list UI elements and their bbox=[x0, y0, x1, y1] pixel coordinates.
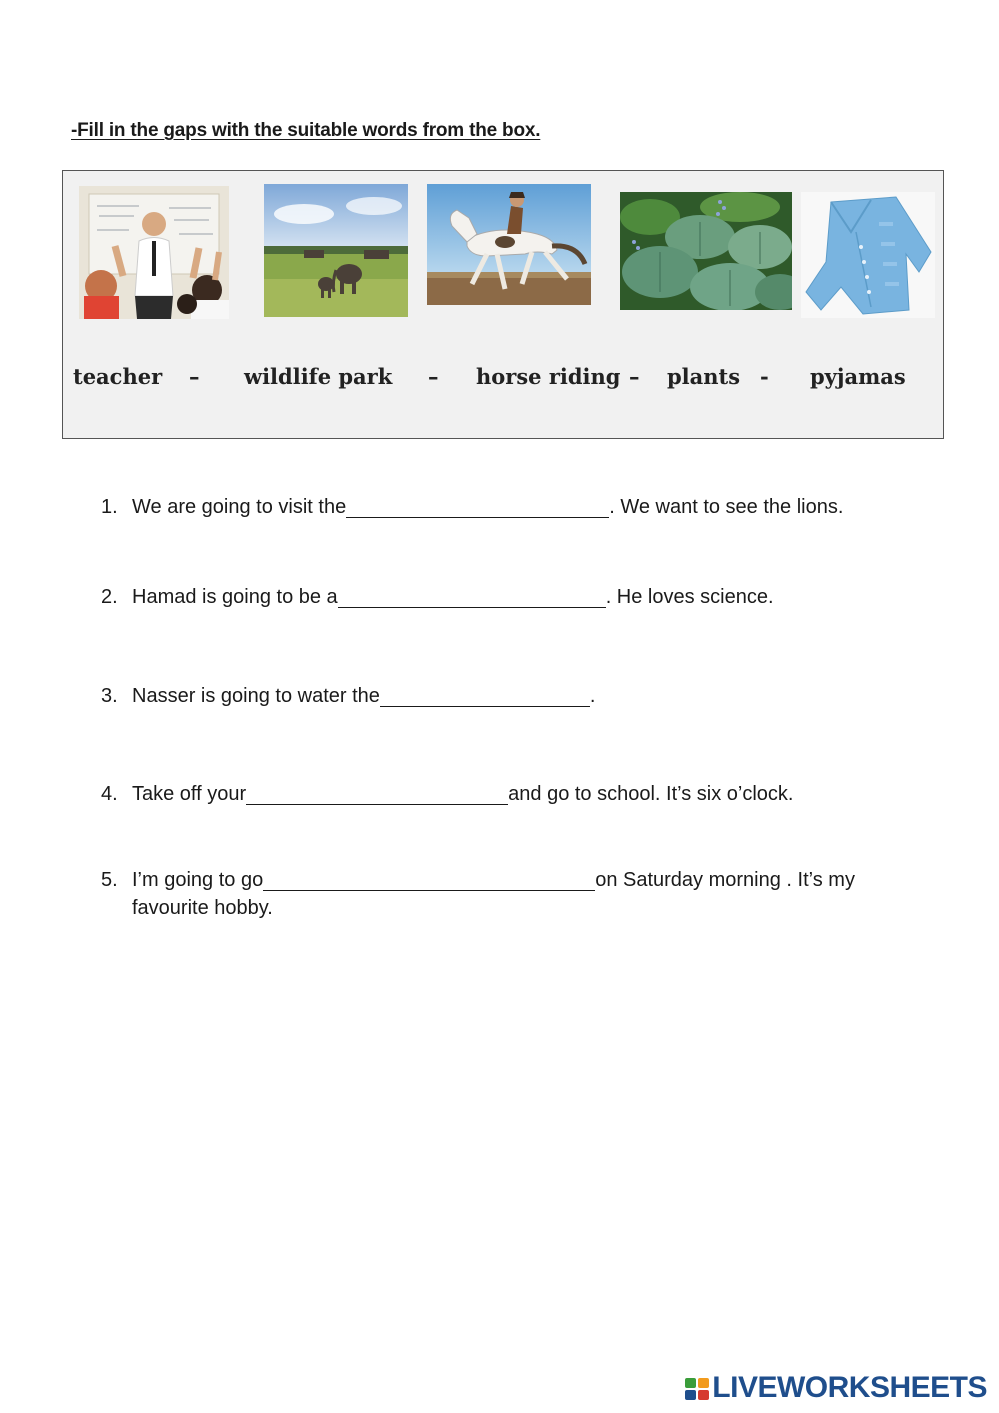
question-number: 5. bbox=[101, 869, 118, 891]
question-text-before: Take off your bbox=[132, 783, 247, 805]
answer-blank-5[interactable] bbox=[263, 868, 595, 891]
horse-riding-picture bbox=[427, 184, 591, 305]
question-text-after: on Saturday morning . It’s my favourite hobby. bbox=[132, 869, 855, 919]
word-separator: - bbox=[760, 364, 769, 389]
answer-blank-3[interactable] bbox=[380, 684, 590, 707]
word-separator: – bbox=[629, 364, 640, 389]
question-number: 3. bbox=[101, 685, 118, 707]
question-number: 1. bbox=[101, 496, 118, 518]
word-separator: – bbox=[189, 364, 200, 389]
question-4 bbox=[101, 780, 901, 808]
word-pyjamas: pyjamas bbox=[810, 364, 906, 389]
question-2 bbox=[101, 583, 901, 611]
word-horse-riding: horse riding bbox=[476, 364, 621, 389]
liveworksheets-logo bbox=[684, 1370, 987, 1406]
word-teacher: teacher bbox=[73, 364, 163, 389]
question-number: 4. bbox=[101, 783, 118, 805]
question-text-before: Hamad is going to be a bbox=[132, 586, 338, 608]
word-list bbox=[63, 364, 943, 394]
wildlife-park-picture bbox=[264, 184, 408, 317]
word-plants: plants bbox=[667, 364, 741, 389]
question-3 bbox=[101, 682, 901, 710]
word-separator: – bbox=[428, 364, 439, 389]
teacher-picture bbox=[79, 186, 229, 319]
word-box bbox=[62, 170, 944, 439]
logo-text: LIVEWORKSHEETS bbox=[712, 1371, 987, 1404]
answer-blank-4[interactable] bbox=[246, 782, 508, 805]
answer-blank-2[interactable] bbox=[338, 585, 606, 608]
question-text-before: Nasser is going to water the bbox=[132, 685, 380, 707]
word-wildlife-park: wildlife park bbox=[244, 364, 393, 389]
answer-blank-1[interactable] bbox=[346, 495, 609, 518]
instruction-heading: -Fill in the gaps with the suitable words from the box. bbox=[71, 120, 541, 141]
question-text-after: and go to school. It’s six o’clock. bbox=[508, 783, 794, 805]
question-number: 2. bbox=[101, 586, 118, 608]
plants-picture bbox=[620, 192, 792, 310]
question-text-after: . bbox=[589, 685, 596, 707]
question-text-before: I’m going to go bbox=[132, 869, 264, 891]
question-text-after: . We want to see the lions. bbox=[609, 496, 844, 518]
question-text-before: We are going to visit the bbox=[132, 496, 347, 518]
liveworksheets-logo-icon bbox=[684, 1375, 710, 1401]
pyjamas-picture bbox=[801, 192, 935, 318]
question-text-after: . He loves science. bbox=[605, 586, 774, 608]
question-1 bbox=[101, 493, 901, 521]
question-5 bbox=[101, 866, 901, 922]
